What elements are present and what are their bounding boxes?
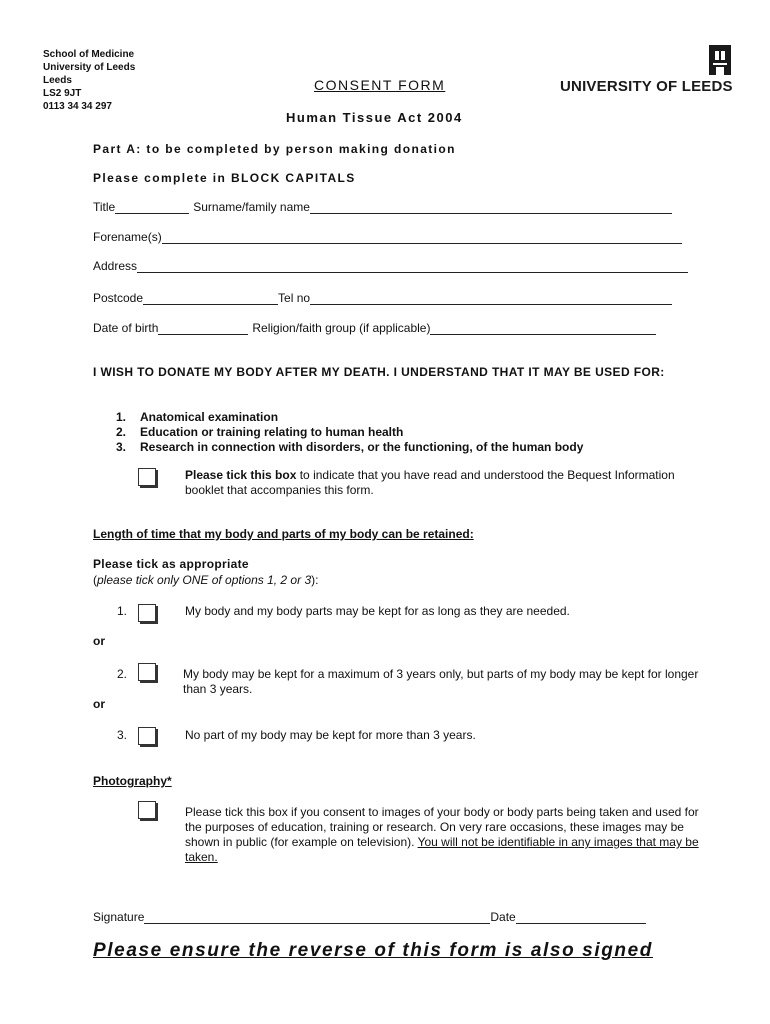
address-phone: 0113 34 34 297 (43, 101, 112, 112)
address-line: Leeds (43, 75, 72, 86)
address-line: University of Leeds (43, 62, 136, 73)
forenames-row (93, 230, 682, 244)
dob-religion-row (93, 321, 656, 335)
date-label: Date (490, 910, 516, 924)
tel-label: Tel no (278, 291, 311, 305)
date-field[interactable] (516, 911, 646, 924)
religion-label: Religion/faith group (if applicable) (252, 321, 431, 335)
surname-label: Surname/family name (193, 200, 310, 214)
religion-field[interactable] (430, 322, 656, 335)
postcode-field[interactable] (143, 292, 278, 305)
forenames-label: Forename(s) (93, 230, 162, 244)
surname-field[interactable] (310, 201, 672, 214)
postcode-tel-row (93, 291, 672, 305)
act-subtitle: Human Tissue Act 2004 (286, 110, 463, 125)
photography-heading: Photography* (93, 774, 172, 788)
dob-field[interactable] (158, 322, 248, 335)
tower-icon (709, 45, 731, 75)
forenames-field[interactable] (162, 231, 682, 244)
address-field[interactable] (137, 260, 688, 273)
sender-address (43, 48, 135, 113)
option-2-text: My body may be kept for a maximum of 3 years only, but parts of my body may be kept for longer than 3 years. (183, 667, 699, 696)
list-number: 1. (116, 410, 127, 424)
tick-note-text: to indicate that you have read and understood the Bequest Information booklet that accompanies this form. (185, 468, 675, 497)
note-paren: ): (311, 573, 319, 587)
tick-note-bold: Please tick this box (185, 468, 297, 482)
block-capitals-instruction: Please complete in BLOCK CAPITALS (93, 171, 356, 185)
logo-text: UNIVERSITY OF LEEDS (560, 78, 733, 95)
option-2-checkbox[interactable] (138, 663, 156, 681)
reverse-signature-reminder: Please ensure the reverse of this form is also signed (93, 940, 653, 961)
retention-instruction: Please tick as appropriate (93, 557, 249, 571)
or-separator: or (93, 697, 105, 711)
photography-consent-text (185, 805, 705, 865)
list-item (116, 425, 583, 440)
page-title: CONSENT FORM (314, 77, 446, 93)
option-3-text: No part of my body may be kept for more than 3 years. (185, 728, 476, 742)
note-text: please tick only ONE of options 1, 2 or 3 (97, 573, 312, 587)
dob-label: Date of birth (93, 321, 159, 335)
photography-text: Please tick this box if you consent to images of your body or body parts being taken and used for the purposes of education, training or research. On very rare occasions, these images may be shown in public (for example on television). (185, 805, 699, 849)
address-row (93, 259, 688, 273)
note-paren: ( (93, 573, 97, 587)
or-separator: or (93, 634, 105, 648)
retention-options-note (93, 573, 318, 587)
uses-list (116, 410, 583, 455)
postcode-label: Postcode (93, 291, 144, 305)
tel-field[interactable] (310, 292, 672, 305)
signature-row (93, 910, 646, 924)
list-text: Anatomical examination (140, 410, 279, 424)
list-item (116, 440, 583, 455)
option-3-checkbox[interactable] (138, 727, 156, 745)
booklet-note (185, 468, 685, 498)
donation-declaration: I WISH TO DONATE MY BODY AFTER MY DEATH. I UNDERSTAND THAT IT MAY BE USED FOR: (93, 365, 665, 379)
signature-field[interactable] (144, 911, 490, 924)
title-field[interactable] (115, 201, 189, 214)
photography-text-underlined: You will not be identifiable in any images that may be taken. (185, 835, 699, 864)
option-number: 2. (117, 667, 128, 681)
list-text: Education or training relating to human health (140, 425, 404, 439)
list-item (116, 410, 583, 425)
signature-label: Signature (93, 910, 145, 924)
title-surname-row (93, 200, 672, 214)
title-label: Title (93, 200, 116, 214)
photography-consent-checkbox[interactable] (138, 801, 156, 819)
option-number: 1. (117, 604, 128, 618)
option-1-text: My body and my body parts may be kept for as long as they are needed. (185, 604, 570, 618)
option-1-checkbox[interactable] (138, 604, 156, 622)
address-label: Address (93, 259, 138, 273)
list-number: 2. (116, 425, 127, 439)
address-line: LS2 9JT (43, 88, 82, 99)
option-number: 3. (117, 728, 128, 742)
list-number: 3. (116, 440, 127, 454)
retention-heading: Length of time that my body and parts of my body can be retained: (93, 527, 474, 541)
booklet-read-checkbox[interactable] (138, 468, 156, 486)
address-line: School of Medicine (43, 49, 135, 60)
list-text: Research in connection with disorders, or the functioning, of the human body (140, 440, 584, 454)
part-a-heading: Part A: to be completed by person making donation (93, 142, 456, 156)
